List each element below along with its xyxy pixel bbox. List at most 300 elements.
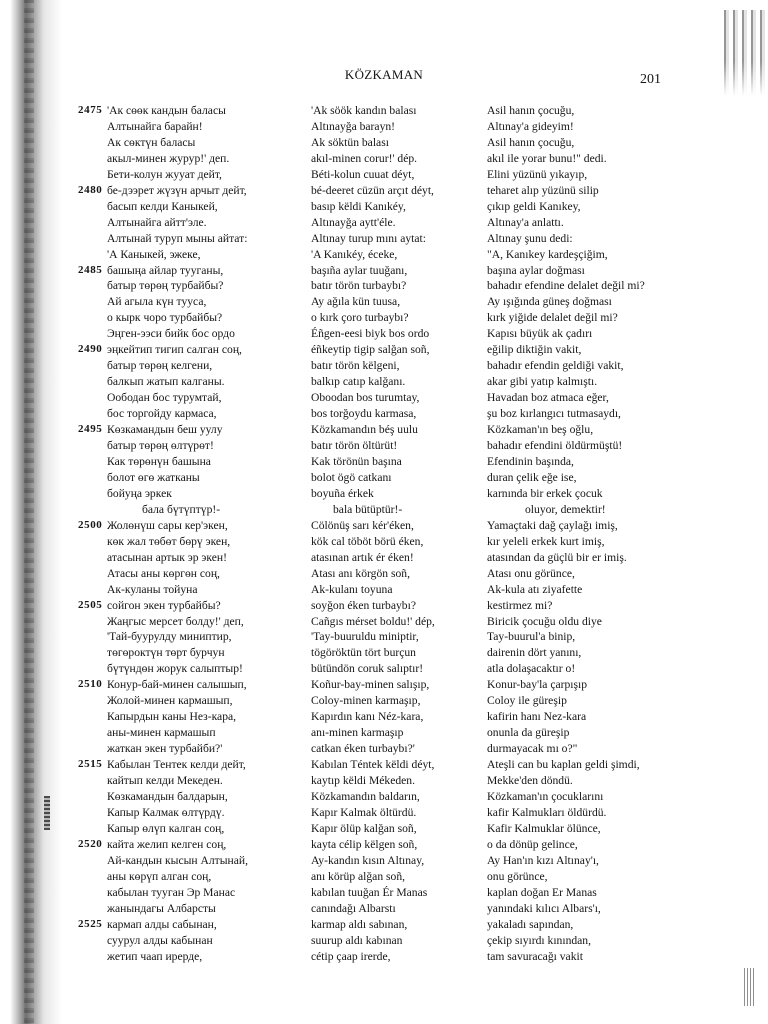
verse-text: Атасы аны көргөн соң, — [107, 566, 220, 580]
verse-text: Ak-kula atı ziyafette — [487, 582, 583, 596]
verse-line — [78, 135, 288, 151]
verse-text: Mekke'den döndü. — [487, 774, 573, 788]
verse-line — [311, 837, 481, 853]
verse-line — [311, 167, 481, 183]
verse-text: bolot ögö catkanı — [311, 470, 392, 484]
verse-text: Ай агыла күн тууса, — [107, 295, 207, 309]
verse-text: Altınay şunu dedi: — [487, 231, 573, 245]
verse-text: о кырк чоро турбайбы? — [107, 311, 223, 325]
verse-text: bala bütüptür!- — [333, 502, 403, 516]
verse-line — [78, 805, 288, 821]
verse-text: төгөроктүн төрт бурчун — [107, 646, 225, 660]
verse-line — [487, 231, 687, 247]
verse-line — [78, 406, 288, 422]
verse-text: Кабылан Тентек келди дейт, — [107, 758, 246, 772]
verse-text: көк жал төбөт бөрү экен, — [107, 534, 231, 548]
verse-text: Közkaman'ın çocuklarını — [487, 789, 604, 803]
verse-text: Elini yüzünü yıkayıp, — [487, 167, 588, 181]
verse-text: catkan éken turbaybı?' — [311, 742, 415, 756]
verse-text: Konur-bay'la çarpışıp — [487, 678, 588, 692]
verse-text: 'Тай-буурулду миниптир, — [107, 630, 232, 644]
verse-text: Алтынай туруп мыны айтат: — [107, 231, 248, 245]
line-number: 2495 — [78, 423, 103, 436]
verse-line — [78, 582, 288, 598]
verse-text: Ak söktün balası — [311, 135, 389, 149]
verse-text: onunla da güreşip — [487, 726, 570, 740]
verse-line — [311, 135, 481, 151]
verse-line — [78, 502, 288, 518]
verse-line — [78, 454, 288, 470]
verse-line — [311, 438, 481, 454]
verse-text: éñkeytip tigip salğan soñ, — [311, 343, 430, 357]
verse-line — [487, 518, 687, 534]
verse-text: Atası onu görünce, — [487, 566, 575, 580]
verse-line — [311, 486, 481, 502]
verse-line — [487, 454, 687, 470]
verse-line — [487, 502, 687, 518]
verse-line — [78, 693, 288, 709]
verse-line — [78, 901, 288, 917]
verse-line — [78, 199, 288, 215]
kyrgyz-column — [78, 103, 288, 964]
verse-line — [311, 390, 481, 406]
verse-text: кабылан тууган Эр Манас — [107, 885, 236, 899]
verse-text: Конур-бай-минен салышып, — [107, 678, 247, 692]
verse-line — [487, 135, 687, 151]
verse-text: Бети-колун жууат дейт, — [107, 167, 222, 181]
verse-text: bahadır efendin geldiği vakit, — [487, 359, 624, 373]
verse-line — [311, 294, 481, 310]
verse-line — [311, 358, 481, 374]
transcription-column — [311, 103, 481, 964]
verse-line — [487, 805, 687, 821]
verse-text: болот өгө жатканы — [107, 470, 200, 484]
verse-line — [78, 629, 288, 645]
verse-text: onu görünce, — [487, 869, 548, 883]
verse-line — [311, 454, 481, 470]
verse-line — [487, 278, 687, 294]
verse-line — [311, 374, 481, 390]
verse-text: çekip sıyırdı kınından, — [487, 933, 592, 947]
verse-line — [78, 885, 288, 901]
verse-text: çıkıp geldi Kanıkey, — [487, 199, 581, 213]
verse-text: eğilip diktiğin vakit, — [487, 343, 582, 357]
verse-line — [78, 294, 288, 310]
verse-line — [487, 629, 687, 645]
verse-line — [487, 917, 687, 933]
verse-line — [487, 199, 687, 215]
verse-text: Kapısı büyük ak çadırı — [487, 327, 593, 341]
verse-line — [78, 933, 288, 949]
verse-line — [487, 374, 687, 390]
verse-text: kafir Kalmukları öldürdü. — [487, 805, 607, 819]
verse-text: батыр төрөң өлтүрөт! — [107, 439, 214, 453]
verse-line — [311, 278, 481, 294]
verse-line — [78, 326, 288, 342]
verse-line — [311, 741, 481, 757]
verse-text: Оободан бос турумтай, — [107, 391, 222, 405]
verse-text: o kırk çoro turbaybı? — [311, 311, 409, 325]
verse-line — [311, 693, 481, 709]
verse-line — [311, 869, 481, 885]
verse-text: bos torğoydu karmasa, — [311, 407, 417, 421]
verse-line — [487, 773, 687, 789]
verse-line — [78, 342, 288, 358]
verse-text: kestirmez mi? — [487, 598, 553, 612]
verse-text: Ay ağıla kün tuusa, — [311, 295, 401, 309]
verse-line — [78, 661, 288, 677]
verse-line — [487, 725, 687, 741]
verse-line — [311, 518, 481, 534]
verse-line — [487, 661, 687, 677]
verse-text: Капыр өлүп калган соң, — [107, 821, 225, 835]
verse-text: Капыр Калмак өлтүрдү. — [107, 805, 225, 819]
verse-line — [78, 853, 288, 869]
verse-line — [487, 933, 687, 949]
verse-line — [487, 550, 687, 566]
verse-line — [487, 247, 687, 263]
verse-line — [487, 342, 687, 358]
verse-line — [311, 263, 481, 279]
verse-text: эңкейтип тигип салган соң, — [107, 343, 242, 357]
turkish-column — [487, 103, 687, 964]
verse-line — [311, 422, 481, 438]
verse-line — [487, 566, 687, 582]
verse-text: Как төрөнүн башына — [107, 454, 211, 468]
verse-text: şu boz kırlangıcı tutmasaydı, — [487, 407, 621, 421]
verse-text: bé-deeret cüzün arçıt déyt, — [311, 183, 434, 197]
running-head: KÖZKAMAN — [344, 67, 424, 82]
verse-text: Алтынайга барайн! — [107, 119, 203, 133]
verse-line — [487, 486, 687, 502]
line-number: 2500 — [78, 518, 103, 531]
verse-line — [487, 869, 687, 885]
verse-line — [311, 789, 481, 805]
scan-artifact-right — [744, 968, 754, 1006]
verse-text: bahadır efendine delalet değil mi? — [487, 279, 645, 293]
verse-line — [487, 837, 687, 853]
verse-text: tögöröktün tört burçun — [311, 646, 416, 660]
verse-text: Ay ışığında güneş doğması — [487, 295, 612, 309]
verse-text: Ay-kandın kısın Altınay, — [311, 853, 425, 867]
verse-line — [487, 853, 687, 869]
verse-text: başıña aylar tuuğanı, — [311, 263, 408, 277]
verse-line — [311, 677, 481, 693]
verse-line — [311, 342, 481, 358]
verse-text: Tay-buurul'a binip, — [487, 630, 576, 644]
verse-text: kayta célip këlgen soñ, — [311, 837, 418, 851]
verse-line — [487, 406, 687, 422]
verse-text: Oboodan bos turumtay, — [311, 391, 420, 405]
verse-text: kaplan doğan Er Manas — [487, 885, 597, 899]
verse-text: karnında bir erkek çocuk — [487, 486, 603, 500]
verse-text: Közkamandın baldarın, — [311, 789, 420, 803]
verse-line — [78, 278, 288, 294]
verse-text: batır törön öltürüt! — [311, 439, 398, 453]
verse-line — [487, 103, 687, 119]
verse-text: Béti-kolun cuuat déyt, — [311, 167, 415, 181]
verse-text: Közkaman'ın beş oğlu, — [487, 423, 594, 437]
verse-line — [487, 598, 687, 614]
verse-line — [487, 422, 687, 438]
verse-line — [78, 119, 288, 135]
verse-line — [487, 263, 687, 279]
verse-text: жаткан экен турбайби?' — [107, 742, 223, 756]
verse-text: o da dönüp gelince, — [487, 837, 578, 851]
verse-line — [311, 566, 481, 582]
verse-line — [487, 645, 687, 661]
verse-text: 'А Каныкей, эжеке, — [107, 247, 201, 261]
verse-line — [487, 294, 687, 310]
line-number: 2485 — [78, 263, 103, 276]
verse-line — [78, 374, 288, 390]
verse-line — [78, 757, 288, 773]
verse-text: башыңа айлар тууганы, — [107, 263, 224, 277]
verse-text: жанындагы Албарсты — [107, 901, 216, 915]
verse-text: atasından da güçlü bir er imiş. — [487, 550, 627, 564]
verse-text: atla dolaşacaktır o! — [487, 662, 576, 676]
line-number: 2490 — [78, 343, 103, 356]
verse-text: Kapır Kalmak öltürdü. — [311, 805, 417, 819]
verse-line — [311, 629, 481, 645]
verse-text: акыл-минен журур!' деп. — [107, 151, 230, 165]
verse-text: кармап алды сабынан, — [107, 917, 217, 931]
verse-text: 'Ak söök kandın balası — [311, 104, 417, 117]
line-number: 2520 — [78, 837, 103, 850]
verse-line — [78, 215, 288, 231]
verse-text: teharet alıp yüzünü silip — [487, 183, 599, 197]
verse-text: batır törön këlgeni, — [311, 359, 400, 373]
verse-line — [78, 837, 288, 853]
verse-text: аны көрүп алган соң, — [107, 869, 212, 883]
verse-line — [78, 789, 288, 805]
verse-text: Koñur-bay-minen salışıp, — [311, 678, 430, 692]
verse-line — [487, 757, 687, 773]
verse-text: kök cal töböt börü éken, — [311, 534, 424, 548]
verse-text: Капырдын каны Нез-кара, — [107, 710, 237, 724]
line-number: 2475 — [78, 104, 103, 116]
verse-text: akıl ile yorar bunu!" dedi. — [487, 151, 607, 165]
verse-text: duran çelik eğe ise, — [487, 470, 577, 484]
verse-line — [311, 933, 481, 949]
verse-text: Жолой-минен кармашып, — [107, 694, 233, 708]
verse-text: akar gibi yatıp kalmıştı. — [487, 375, 598, 389]
verse-text: Эңген-ээси бийк бос ордо — [107, 327, 235, 341]
verse-text: сойгон экен турбайбы? — [107, 598, 221, 612]
verse-text: kırk yiğide delalet değil mi? — [487, 311, 618, 325]
verse-line — [78, 263, 288, 279]
verse-line — [311, 119, 481, 135]
verse-line — [311, 406, 481, 422]
verse-line — [311, 885, 481, 901]
verse-text: Altınayğa aytt'éle. — [311, 215, 396, 229]
line-number: 2515 — [78, 758, 103, 771]
verse-line — [311, 151, 481, 167]
verse-line — [78, 598, 288, 614]
verse-text: Biricik çocuğu oldu diye — [487, 614, 602, 628]
verse-text: kır yeleli erkek kurt imiş, — [487, 534, 605, 548]
verse-text: бе-дээрет жүзүн арчыт дейт, — [107, 183, 247, 197]
verse-line — [311, 502, 481, 518]
verse-text: kafirin hanı Nez-kara — [487, 710, 587, 724]
verse-line — [487, 534, 687, 550]
verse-text: басып келди Каныкей, — [107, 199, 218, 213]
verse-line — [311, 215, 481, 231]
verse-text: Жаңгыс мерсет болду!' деп, — [107, 614, 244, 628]
verse-line — [78, 773, 288, 789]
verse-line — [78, 167, 288, 183]
verse-line — [487, 709, 687, 725]
verse-line — [78, 949, 288, 965]
verse-line — [311, 103, 481, 119]
verse-text: kabılan tuuğan Ér Manas — [311, 885, 428, 899]
verse-line — [311, 310, 481, 326]
verse-line — [78, 566, 288, 582]
verse-text: Altınayğa barayn! — [311, 119, 396, 133]
verse-line — [311, 199, 481, 215]
verse-text: 'Ак сөөк кандын баласы — [107, 104, 226, 117]
verse-line — [311, 725, 481, 741]
verse-text: cétip çaap irerde, — [311, 949, 391, 963]
verse-text: Altınay turup mını aytat: — [311, 231, 426, 245]
verse-text: başına aylar doğması — [487, 263, 585, 277]
verse-text: бүтүндөн жорук салыптыр! — [107, 662, 243, 676]
verse-line — [487, 470, 687, 486]
verse-text: karmap aldı sabınan, — [311, 917, 408, 931]
verse-text: бойуңа эркек — [107, 486, 172, 500]
verse-text: кайта желип келген соң, — [107, 837, 227, 851]
verse-text: балкып жатып калганы. — [107, 375, 225, 389]
verse-line — [311, 550, 481, 566]
verse-line — [78, 917, 288, 933]
verse-line — [311, 757, 481, 773]
verse-text: suurup aldı kabınan — [311, 933, 403, 947]
verse-line — [487, 151, 687, 167]
verse-text: Altınay'a gideyim! — [487, 119, 574, 133]
verse-text: Ateşli can bu kaplan geldi şimdi, — [487, 758, 640, 772]
verse-text: Cölönüş sarı kér'éken, — [311, 518, 414, 532]
line-number: 2525 — [78, 917, 103, 930]
verse-text: Coloy ile güreşip — [487, 694, 567, 708]
verse-line — [78, 821, 288, 837]
verse-line — [487, 741, 687, 757]
verse-text: balkıp catıp kalğanı. — [311, 375, 406, 389]
verse-text: жетип чаап ирерде, — [107, 949, 203, 963]
verse-text: Ак-куланы тойуна — [107, 582, 198, 596]
verse-line — [78, 645, 288, 661]
verse-line — [311, 949, 481, 965]
verse-line — [311, 247, 481, 263]
verse-line — [311, 645, 481, 661]
verse-text: бос торгойду кармаса, — [107, 407, 217, 421]
verse-line — [78, 358, 288, 374]
verse-text: Көзкамандын балдарын, — [107, 789, 228, 803]
verse-text: anı körüp alğan soñ, — [311, 869, 406, 883]
verse-line — [311, 326, 481, 342]
verse-line — [487, 358, 687, 374]
verse-line — [78, 869, 288, 885]
verse-line — [78, 103, 288, 119]
verse-text: Asil hanın çocuğu, — [487, 104, 575, 117]
verse-line — [487, 119, 687, 135]
verse-text: dairenin dört yanını, — [487, 646, 582, 660]
verse-line — [311, 582, 481, 598]
verse-text: Yamaçtaki dağ çaylağı imiş, — [487, 518, 618, 532]
verse-text: 'Tay-buuruldu miniptir, — [311, 630, 419, 644]
verse-line — [487, 789, 687, 805]
verse-line — [311, 901, 481, 917]
verse-text: Éñgen-eesi biyk bos ordo — [311, 327, 430, 341]
verse-line — [487, 885, 687, 901]
verse-line — [78, 151, 288, 167]
verse-text: Atası anı körgön soñ, — [311, 566, 410, 580]
verse-text: batır törön turbaybı? — [311, 279, 407, 293]
verse-text: oluyor, demektir! — [525, 502, 606, 516]
verse-line — [78, 422, 288, 438]
verse-line — [487, 677, 687, 693]
verse-text: basıp këldi Kanıkéy, — [311, 199, 406, 213]
verse-line — [487, 326, 687, 342]
verse-text: Coloy-minen karmaşıp, — [311, 694, 421, 708]
verse-text: Közkamandın béş uulu — [311, 423, 418, 437]
verse-line — [487, 390, 687, 406]
verse-line — [78, 247, 288, 263]
verse-text: soyğon éken turbaybı? — [311, 598, 416, 612]
verse-line — [487, 582, 687, 598]
verse-text: Kafir Kalmuklar ölünce, — [487, 821, 601, 835]
verse-line — [311, 821, 481, 837]
verse-line — [78, 486, 288, 502]
verse-line — [311, 470, 481, 486]
verse-text: bahadır efendini öldürmüştü! — [487, 439, 623, 453]
verse-line — [311, 917, 481, 933]
verse-text: Cañgıs mérset boldu!' dép, — [311, 614, 435, 628]
verse-text: 'A Kanıkéy, éceke, — [311, 247, 398, 261]
verse-text: Ay Han'ın kızı Altınay'ı, — [487, 853, 599, 867]
verse-line — [311, 231, 481, 247]
verse-line — [311, 183, 481, 199]
verse-text: Kabılan Téntek këldi déyt, — [311, 758, 435, 772]
verse-text: Ак сөктүн баласы — [107, 135, 196, 149]
verse-line — [78, 310, 288, 326]
verse-text: boyuña érkek — [311, 486, 374, 500]
verse-line — [311, 614, 481, 630]
verse-line — [487, 167, 687, 183]
line-number: 2480 — [78, 183, 103, 196]
verse-text: Kapırdın kanı Néz-kara, — [311, 710, 424, 724]
verse-text: Havadan boz atmaca eğer, — [487, 391, 609, 405]
verse-line — [78, 231, 288, 247]
verse-text: "A, Kanıkey kardeşçiğim, — [487, 247, 608, 261]
verse-text: Жолөнүш сары кер'экен, — [107, 518, 228, 532]
scan-shadow-left — [0, 0, 64, 1024]
verse-line — [78, 518, 288, 534]
verse-text: Ай-кандын кысын Алтынай, — [107, 853, 248, 867]
verse-text: Asil hanın çocuğu, — [487, 135, 575, 149]
verse-line — [311, 661, 481, 677]
verse-text: akıl-minen corur!' dép. — [311, 151, 418, 165]
verse-text: Ak-kulanı toyuna — [311, 582, 393, 596]
verse-text: atasınan artık ér éken! — [311, 550, 414, 564]
line-number: 2505 — [78, 598, 103, 611]
verse-line — [311, 709, 481, 725]
verse-line — [78, 741, 288, 757]
scan-artifact-left — [44, 796, 50, 830]
verse-line — [487, 821, 687, 837]
verse-text: Алтынайга айтт'эле. — [107, 215, 207, 229]
verse-line — [487, 438, 687, 454]
line-number: 2510 — [78, 678, 103, 691]
